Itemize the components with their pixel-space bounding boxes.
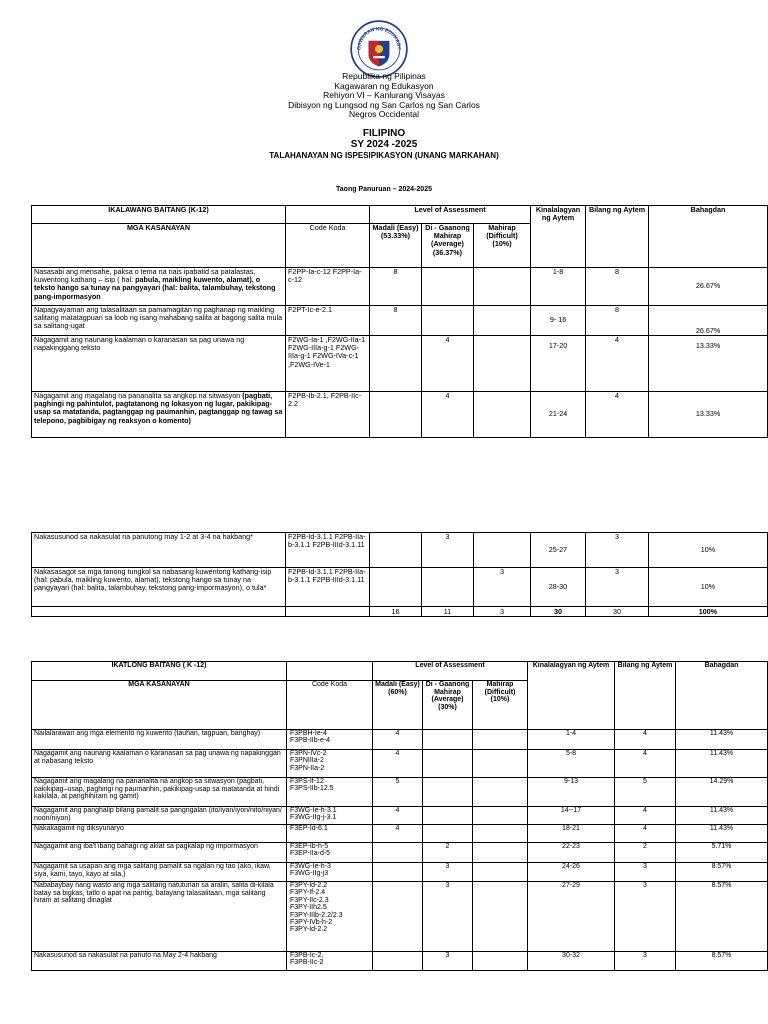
- difficult-cell: [473, 863, 528, 882]
- table-row: [32, 730, 768, 750]
- location-cell: 22-23: [528, 843, 615, 863]
- difficult-cell: [474, 533, 531, 568]
- difficult-cell: [473, 750, 528, 778]
- table-row: [32, 568, 768, 607]
- easy-cell: 4: [373, 825, 423, 843]
- percent-cell: 13.33%: [649, 336, 768, 392]
- percent-cell: 8.57%: [676, 882, 768, 952]
- code-line: F3PY-Id-2.2: [290, 926, 328, 934]
- code-line: F3PY-If-2.4: [290, 889, 326, 897]
- code-line: F3PB-IIc-2: [290, 959, 324, 967]
- easy-cell: [373, 843, 423, 863]
- easy-header: Madali (Easy) (60%): [373, 681, 423, 730]
- percent-cell: 10%: [649, 533, 768, 568]
- code-line: F3WG-IIg-j3: [290, 870, 329, 878]
- total-difficult: 3: [474, 607, 531, 617]
- skill-text: Napagyayaman ang talasalitaan sa pamamagitan ng paghanap ng maikling salitang matatagpuan sa loob ng isang mahabang salita at bagong salita mula sa salitang-ugat: [32, 306, 286, 336]
- easy-cell: 4: [373, 807, 423, 825]
- level-of-assessment-header: Level of Assessment: [370, 206, 531, 224]
- code-line: F3EP-Ib-h-5: [290, 843, 329, 850]
- code-line: F3PBH-Ie-4: [290, 730, 327, 737]
- location-cell: 18-21: [528, 825, 615, 843]
- table-row: [32, 863, 768, 882]
- location-cell: 1-8: [531, 268, 586, 306]
- table-title: TALAHANAYAN NG ISPESIPIKASYON (UNANG MARKAHAN): [269, 151, 499, 160]
- code-line: F3PS-If-12: [290, 778, 324, 785]
- code-cell: [287, 778, 373, 807]
- difficult-cell: [473, 882, 528, 952]
- skill-text-bold: (pagbati, paghingi ng pahintulot, pagtatanong ng lokasyon ng lugar, pakikipag-usap sa matatanda, pagtanggap ng paumanhin, pagtanggap ng tawag sa telepono, pagbibigay ng reaksyon o komento): [34, 391, 283, 425]
- code-line: F3PN-IVc-2: [290, 750, 327, 757]
- skill-text: Nagagamit ang iba't ibang bahagi ng aklat sa pagkalap ng impormasyon: [32, 843, 287, 863]
- code-header: Code Koda: [287, 681, 373, 730]
- kinalalagyan-header: Kinalalagyan ng Aytem: [528, 662, 615, 730]
- count-cell: 3: [615, 863, 676, 882]
- totals-row: [32, 607, 768, 617]
- bahagdan-header: Bahagdan: [676, 662, 768, 730]
- header-line-3: Rehiyon VI – Kanlurang Visayas: [323, 90, 445, 101]
- code-cell: [287, 825, 373, 843]
- count-cell: 3: [586, 568, 649, 607]
- easy-cell: 4: [373, 730, 423, 750]
- count-cell: 8: [586, 268, 649, 306]
- count-cell: 4: [586, 392, 649, 438]
- easy-cell: 8: [370, 268, 422, 306]
- average-cell: [422, 306, 474, 336]
- table-row: [32, 392, 768, 438]
- location-cell: 9- 16: [531, 306, 586, 336]
- skill-text: Nagagamit ang magalang na pananalita na angkop sa sitwasyon (pagbati, pakikipag–usap, paghingi ng paumanhin, pakikipag-usap sa matatanda at hindi kakilala, at panghihiram ng gamit): [32, 778, 287, 807]
- easy-cell: [370, 533, 422, 568]
- skill-text-normal: Nagagamit ang magalang na pananalita sa angkop na sitwasyon: [34, 391, 243, 400]
- easy-cell: [370, 392, 422, 438]
- difficult-cell: [474, 268, 531, 306]
- total-percent: 100%: [649, 607, 768, 617]
- difficult-cell: [473, 952, 528, 971]
- count-cell: 4: [615, 807, 676, 825]
- code-line: F3EP-Id-6.1: [290, 825, 328, 832]
- difficult-cell: [474, 306, 531, 336]
- easy-cell: [373, 863, 423, 882]
- level-of-assessment-header: Level of Assessment: [373, 662, 528, 681]
- difficult-cell: [473, 807, 528, 825]
- skill-text-normal: Nasasabi ang mensahe, paksa o tema na nais ipabatid sa patalastas, kuwentong kathang – isip ( hal:: [34, 267, 256, 285]
- bilang-header: Bilang ng Aytem: [615, 662, 676, 730]
- code-cell: [287, 730, 373, 750]
- average-header: Di - Gaanong Mahirap (Average) (30%): [423, 681, 473, 730]
- code-line: F3WG-Ie-h-3.1: [290, 807, 337, 814]
- code-cell: F2PB-Id-3.1.1 F2PB-IIa-b-3.1.1 F2PB-IIId-3.1.11: [286, 533, 370, 568]
- code-line: F3PNIIIa-2: [290, 757, 324, 765]
- percent-cell: 8.57%: [676, 863, 768, 882]
- code-line: F3PY-IIIb-2.2/2.3: [290, 911, 343, 919]
- table-row: [32, 952, 768, 971]
- average-cell: [423, 778, 473, 807]
- table-row: [32, 825, 768, 843]
- skill-text: Nailalarawan ang mga elemento ng kuwento (tauhan, tagpuan, banghay): [32, 730, 287, 750]
- school-year: SY 2024 -2025: [350, 139, 418, 150]
- count-cell: 3: [586, 533, 649, 568]
- skill-text: Nakakagamit ng diksyunaryo: [32, 825, 287, 843]
- code-cell: [287, 952, 373, 971]
- code-line: F3PY-IIh2.5: [290, 904, 327, 912]
- location-cell: 5-8: [528, 750, 615, 778]
- difficult-cell: [473, 730, 528, 750]
- easy-cell: 8: [370, 306, 422, 336]
- table-row: [32, 533, 768, 568]
- code-line: F3EP-IIa-d-5: [290, 850, 331, 858]
- skill-text: Nagagamit ang panghalip bilang pamalit sa pangngalan (ito/iyan/iyon/nito/niyan/ noon/niyon): [32, 807, 287, 825]
- table-row: [32, 843, 768, 863]
- skill-text: Nakasusunod sa nakasulat na panutong may 1-2 at 3-4 na hakbang*: [32, 533, 286, 568]
- location-cell: 24-26: [528, 863, 615, 882]
- count-cell: 4: [615, 750, 676, 778]
- code-header: Code Koda: [286, 224, 370, 268]
- table-row: [32, 882, 768, 952]
- difficult-header: Mahirap (Difficult) (10%): [474, 224, 531, 268]
- skill-text: Nakasasagot sa mga tanong tungkol sa nabasang kuwentong kathang-isip (hal: pabula, maikling kuwento, alamat), tekstong hango sa tunay na pangyayari (hal: balita, talambuhay, tekstong pang-impormasyon), o tula*: [32, 568, 286, 607]
- percent-cell: 26.67%: [649, 268, 768, 306]
- code-cell: F2WG-Ia-1 ,F2WG-IIa-1 F2WG-IIIa-g-1 F2WG-IIIa-g-1 F2WG-IVa-c-1 ,F2WG-IVe-1: [286, 336, 370, 392]
- table-row: [32, 306, 768, 336]
- count-cell: 8: [586, 306, 649, 336]
- code-line: F3WG-IIg-j-3.1: [290, 814, 337, 822]
- table-row: [32, 750, 768, 778]
- easy-cell: [373, 952, 423, 971]
- difficult-cell: [473, 825, 528, 843]
- location-cell: 21-24: [531, 392, 586, 438]
- code-line: F3PB-IIb-e-4: [290, 737, 331, 745]
- kasanayan-header: MGA KASANAYAN: [32, 224, 286, 268]
- location-cell: 17-20: [531, 336, 586, 392]
- kasanayan-header: MGA KASANAYAN: [32, 681, 287, 730]
- difficult-cell: [473, 843, 528, 863]
- code-cell: [287, 750, 373, 778]
- total-average: 11: [422, 607, 474, 617]
- easy-cell: [370, 568, 422, 607]
- total-location: 30: [531, 607, 586, 617]
- count-cell: 3: [615, 952, 676, 971]
- skill-text: Nakasusunod sa nakasulat na panuto na May 2-4 hakbang: [32, 952, 287, 971]
- total-easy: 16: [370, 607, 422, 617]
- easy-cell: 5: [373, 778, 423, 807]
- average-cell: [423, 807, 473, 825]
- code-line: F3PB-Ic-2,: [290, 952, 324, 959]
- spec-table-grade2: [31, 205, 768, 438]
- code-cell: [287, 843, 373, 863]
- bilang-header: Bilang ng Aytem: [586, 206, 649, 268]
- skill-text: Nagagamit ang naunang kaalaman o karanasan sa pag unawa ng napakinggan at nabasang teksto: [32, 750, 287, 778]
- skill-text: Nababaybay nang wasto ang mga salitang natutunan sa aralin, salita di-kilala batay sa bigkas, tatlo o apat na pantig, batayang talasalitaan, mga salitang hiram at salitang dinaglat: [32, 882, 287, 952]
- count-cell: 5: [615, 778, 676, 807]
- skill-text: [32, 268, 286, 306]
- easy-cell: [370, 336, 422, 392]
- average-cell: 3: [423, 863, 473, 882]
- difficult-header: Mahirap (Difficult) (10%): [473, 681, 528, 730]
- skill-text: Nagagamit sa usapan ang mga salitang pamalit sa ngalan ng tao (ako, ikaw, siya, kami, tayo, kayo at sila,): [32, 863, 287, 882]
- easy-header: Madali (Easy) (53.33%): [370, 224, 422, 268]
- easy-cell: [373, 882, 423, 952]
- percent-cell: 10%: [649, 568, 768, 607]
- seal-text: GAWARAN NG EDUKASY: [357, 27, 401, 51]
- location-cell: 14--17: [528, 807, 615, 825]
- average-header: Di - Gaanong Mahirap (Average) (36.37%): [422, 224, 474, 268]
- average-cell: 2: [423, 843, 473, 863]
- count-cell: 2: [615, 843, 676, 863]
- location-cell: 9-13: [528, 778, 615, 807]
- count-cell: 4: [615, 730, 676, 750]
- percent-cell: 13.33%: [649, 392, 768, 438]
- spec-table-grade2-continued: [31, 532, 768, 617]
- code-line: F3PS-IIb-12.5: [290, 785, 334, 793]
- average-cell: [423, 730, 473, 750]
- header-line-1: Republika ng Pilipinas: [342, 71, 426, 81]
- percent-cell: 26.67%: [649, 306, 768, 336]
- header-line-5: Negros Occidental: [349, 109, 419, 120]
- code-cell: F2PT-Ic-e-2.1: [286, 306, 370, 336]
- location-cell: 1-4: [528, 730, 615, 750]
- code-line: F3PY-IIc-2.3: [290, 896, 329, 904]
- taong-panuruan: Taong Panuruan – 2024-2025: [336, 186, 432, 193]
- code-line: F3PY-Id-2.2: [290, 882, 328, 889]
- percent-cell: 11.43%: [676, 825, 768, 843]
- table-row: [32, 778, 768, 807]
- code-line: F3WG-Ie-h-3: [290, 863, 331, 870]
- average-cell: 3: [422, 533, 474, 568]
- average-cell: [422, 268, 474, 306]
- average-cell: 4: [422, 392, 474, 438]
- code-line: F3PN-IIa-2: [290, 764, 325, 772]
- deped-seal-logo: [350, 20, 408, 78]
- grade-label: IKATLONG BAITANG ( K -12): [32, 662, 287, 681]
- header-line-2: Kagawaran ng Edukasyon: [334, 80, 434, 91]
- table-row: [32, 807, 768, 825]
- code-line: F3PY-IVb-h-2: [290, 919, 333, 927]
- code-cell: [287, 807, 373, 825]
- average-cell: [423, 750, 473, 778]
- average-cell: [422, 568, 474, 607]
- location-cell: 30-32: [528, 952, 615, 971]
- code-cell: [287, 863, 373, 882]
- percent-cell: 11.43%: [676, 730, 768, 750]
- code-cell: F2PB-Ib-2.1, F2PB-IIc-2.2: [286, 392, 370, 438]
- code-cell: F2PB-Id-3.1.1 F2PB-IIa-b-3.1.1 F2PB-IIId-3.1.11: [286, 568, 370, 607]
- difficult-cell: [474, 392, 531, 438]
- kinalalagyan-header: Kinalalagyan ng Aytem: [531, 206, 586, 268]
- count-cell: 3: [615, 882, 676, 952]
- percent-cell: 8.57%: [676, 952, 768, 971]
- code-cell: [287, 882, 373, 952]
- subject-title: FILIPINO: [362, 128, 406, 139]
- percent-cell: 11.43%: [676, 807, 768, 825]
- skill-text-bold: pabula, maikling kuwento, alamat), o teksto hango sa tunay na pangyayari (hal: balita, talambuhay, tekstong pang-impormasyon: [34, 275, 276, 301]
- average-cell: 3: [423, 952, 473, 971]
- average-cell: [423, 825, 473, 843]
- spec-table-grade3: [31, 661, 768, 971]
- total-count: 30: [586, 607, 649, 617]
- table-row: [32, 268, 768, 306]
- table-row: [32, 336, 768, 392]
- grade-label: IKALAWANG BAITANG (K-12): [32, 206, 286, 224]
- percent-cell: 5.71%: [676, 843, 768, 863]
- average-cell: 3: [423, 882, 473, 952]
- location-cell: 28-30: [531, 568, 586, 607]
- count-cell: 4: [615, 825, 676, 843]
- header-line-4: Dibisyon ng Lungsod ng San Carlos ng San Carlos: [288, 99, 480, 110]
- difficult-cell: [473, 778, 528, 807]
- easy-cell: 4: [373, 750, 423, 778]
- skill-text: [32, 392, 286, 438]
- difficult-cell: [474, 336, 531, 392]
- percent-cell: 14.29%: [676, 778, 768, 807]
- skill-text: Nagagamit ang naunang kaalaman o karanasan sa pag unawa ng napakinggang teksto: [32, 336, 286, 392]
- location-cell: 27-29: [528, 882, 615, 952]
- percent-cell: 11.43%: [676, 750, 768, 778]
- difficult-cell: 3: [474, 568, 531, 607]
- location-cell: 25-27: [531, 533, 586, 568]
- code-cell: F2PP-Ia-c-12 F2PP-Ia-c-12: [286, 268, 370, 306]
- average-cell: 4: [422, 336, 474, 392]
- count-cell: 4: [586, 336, 649, 392]
- bahagdan-header: Bahagdan: [649, 206, 768, 268]
- header-block: [0, 72, 768, 120]
